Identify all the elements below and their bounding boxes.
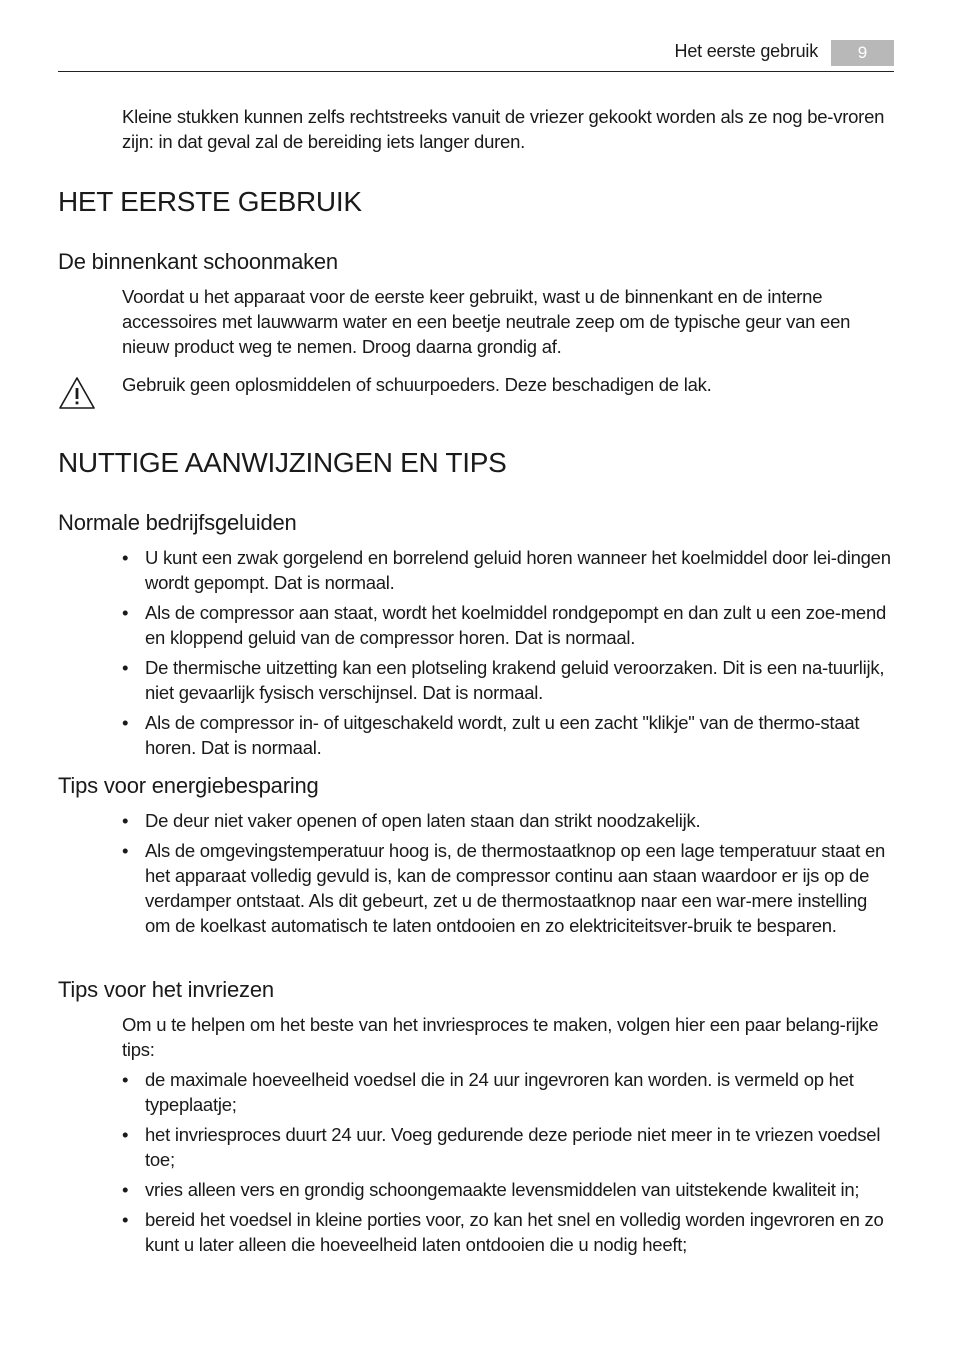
freezing-list (122, 1067, 894, 1262)
list-item: • bereid het voedsel in kleine porties voor, zo kan het snel en volledig worden ingevroren en zo kunt u later alleen die hoeveelheid laten ontdooien die u nodig heeft; (122, 1209, 884, 1255)
bullet: • (122, 810, 129, 831)
bullet: • (122, 712, 129, 733)
sounds-list (122, 545, 894, 765)
bullet: • (122, 840, 129, 861)
heading-freezing-tips: Tips voor het invriezen (58, 977, 274, 1002)
warning-text: Gebruik geen oplosmiddelen of schuurpoeders. Deze beschadigen de lak. (122, 374, 712, 395)
list-item: • Als de compressor aan staat, wordt het koelmiddel rondgepompt en dan zult u een zoe-mend en kloppend geluid van de compressor horen. Dat is normaal. (122, 602, 887, 648)
running-title: Het eerste gebruik (674, 41, 818, 61)
bullet: • (122, 657, 129, 678)
freezing-intro: Om u te helpen om het beste van het invriesproces te maken, volgen hier een paar belang-rijke tips: (122, 1014, 879, 1060)
bullet: • (122, 1179, 129, 1200)
energy-list (122, 808, 894, 943)
section-title-first-use: HET EERSTE GEBRUIK (58, 186, 362, 217)
list-item: • vries alleen vers en grondig schoongemaakte levensmiddelen van uitstekende kwaliteit in; (122, 1179, 860, 1200)
list-item: • Als de omgevingstemperatuur hoog is, de thermostaatknop op een lage temperatuur staat en het apparaat volledig gevuld is, kan de compressor continu aan staan waardoor er ijs op de verdamper ontstaat. Als dit gebeurt, zet u de thermostaatknop naar een war-mere instelling om de koelkast automatisch te laten ontdooien en zo elektriciteitsver-bruik te besparen. (122, 840, 886, 936)
page-header (58, 40, 894, 72)
bullet: • (122, 1124, 129, 1145)
heading-normal-sounds: Normale bedrijfsgeluiden (58, 510, 297, 535)
list-item: • De thermische uitzetting kan een plotseling krakend geluid veroorzaken. Dit is een na-tuurlijk, niet gevaarlijk fysisch verschijnsel. Dat is normaal. (122, 657, 885, 703)
list-item: • de maximale hoeveelheid voedsel die in 24 uur ingevroren kan worden. is vermeld op het typeplaatje; (122, 1069, 854, 1115)
warning-triangle-icon (58, 375, 96, 411)
intro-paragraph: Kleine stukken kunnen zelfs rechtstreeks vanuit de vriezer gekookt worden als ze nog be-vroren zijn: in dat geval zal de bereiding iets langer duren. (122, 106, 885, 152)
bullet: • (122, 602, 129, 623)
bullet: • (122, 547, 129, 568)
heading-cleaning: De binnenkant schoonmaken (58, 249, 338, 274)
section-title-tips: NUTTIGE AANWIJZINGEN EN TIPS (58, 447, 507, 478)
list-item: • het invriesproces duurt 24 uur. Voeg gedurende deze periode niet meer in te vriezen voedsel toe; (122, 1124, 881, 1170)
heading-energy-saving: Tips voor energiebesparing (58, 773, 319, 798)
list-item: • U kunt een zwak gorgelend en borrelend geluid horen wanneer het koelmiddel door lei-dingen wordt gepompt. Dat is normaal. (122, 547, 891, 593)
bullet: • (122, 1209, 129, 1230)
cleaning-paragraph: Voordat u het apparaat voor de eerste keer gebruikt, wast u de binnenkant en de interne accessoires met lauwwarm water en een beetje neutrale zeep om de typische geur van een nieuw product weg te nemen. Droog daarna grondig af. (122, 286, 851, 357)
list-item: • De deur niet vaker openen of open laten staan dan strikt noodzakelijk. (122, 810, 701, 831)
page-number: 9 (831, 40, 894, 66)
list-item: • Als de compressor in- of uitgeschakeld wordt, zult u een zacht "klikje" van de thermo-staat horen. Dat is normaal. (122, 712, 860, 758)
bullet: • (122, 1069, 129, 1090)
